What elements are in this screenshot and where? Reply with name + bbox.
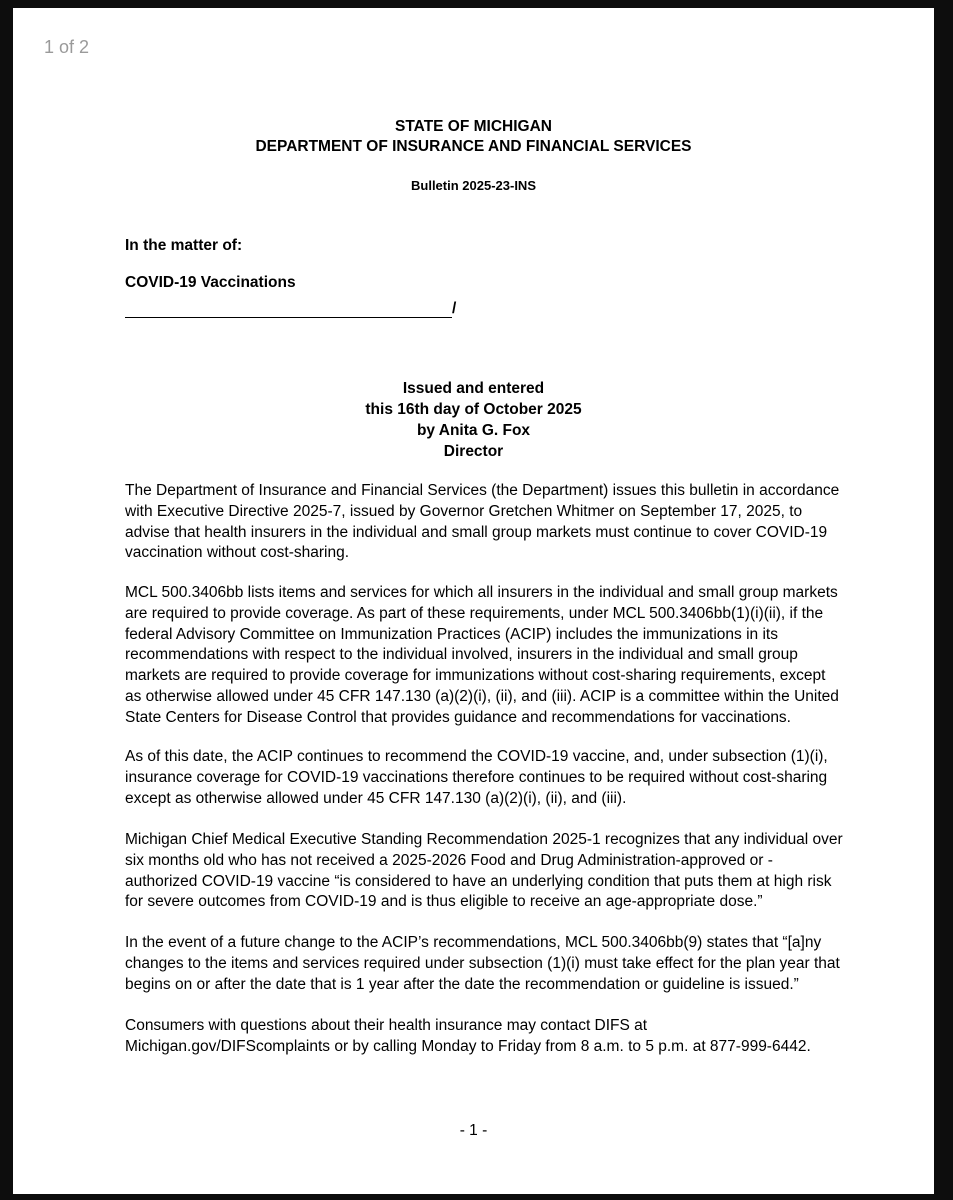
paragraph-purpose: The Department of Insurance and Financial Services (the Department) issues this bulletin in accordance with Executive Directive 2025-7, issued by Governor Gretchen Whitmer on September 17, 2025, to advise that health insurers in the individual and small group markets must continue to cover COVID-19 vaccination without cost-sharing.	[125, 482, 840, 562]
paragraph-mcl-requirements: MCL 500.3406bb lists items and services for which all insurers in the individual and small group markets are required to provide coverage. As part of these requirements, under MCL 500.3406bb(1)(i)(ii), if the federal Advisory Committee on Immunization Practices (ACIP) includes the immunizations in its recommendations with respect to the individual involved, insurers in the individual and small group markets are required to provide coverage for immunizations without cost-sharing requirements, except as otherwise allowed under 45 CFR 147.130 (a)(2)(i), (ii), and (iii). ACIP is a committee within the United State Centers for Disease Control that provides guidance and recommendations for vaccinations.	[125, 584, 839, 726]
matter-label: In the matter of:	[125, 237, 243, 254]
issuance-line-4: Director	[443, 443, 504, 460]
document-page[interactable]	[13, 8, 934, 1194]
paragraph-acip-recommendation: As of this date, the ACIP continues to recommend the COVID-19 vaccine, and, under subsection (1)(i), insurance coverage for COVID-19 vaccinations therefore continues to be required without cost-sharing except as otherwise allowed under 45 CFR 147.130 (a)(2)(i), (ii), and (iii).	[125, 748, 828, 807]
page-indicator: 1 of 2	[44, 37, 90, 57]
issuance-block	[13, 378, 934, 462]
signature-rule	[125, 317, 452, 318]
page-number-footer: - 1 -	[459, 1122, 488, 1139]
state-heading: STATE OF MICHIGAN	[395, 118, 552, 135]
paragraph-consumer-contact: Consumers with questions about their health insurance may contact DIFS at Michigan.gov/DIFScomplaints or by calling Monday to Friday from 8 a.m. to 5 p.m. at 877-999-6442.	[125, 1017, 811, 1055]
department-heading: DEPARTMENT OF INSURANCE AND FINANCIAL SERVICES	[255, 138, 692, 155]
issuance-line-3: by Anita G. Fox	[416, 422, 531, 439]
issuance-line-1: Issued and entered	[402, 380, 545, 397]
paragraph-future-change: In the event of a future change to the ACIP’s recommendations, MCL 500.3406bb(9) states that “[a]ny changes to the items and services required under subsection (1)(i) must take effect for the plan year that begins on or after the date that is 1 year after the date the recommendation or guideline is issued.”	[125, 934, 840, 993]
bulletin-number: Bulletin 2025-23-INS	[411, 178, 536, 193]
rule-slash: /	[452, 300, 457, 317]
issuance-line-2: this 16th day of October 2025	[365, 401, 582, 418]
paragraph-standing-recommendation: Michigan Chief Medical Executive Standing Recommendation 2025-1 recognizes that any individual over six months old who has not received a 2025-2026 Food and Drug Administration-approved or -authorized COVID-19 vaccine “is considered to have an underlying condition that puts them at high risk for severe outcomes from COVID-19 and is thus eligible to receive an age-appropriate dose.”	[125, 831, 843, 911]
matter-title: COVID-19 Vaccinations	[125, 274, 296, 291]
